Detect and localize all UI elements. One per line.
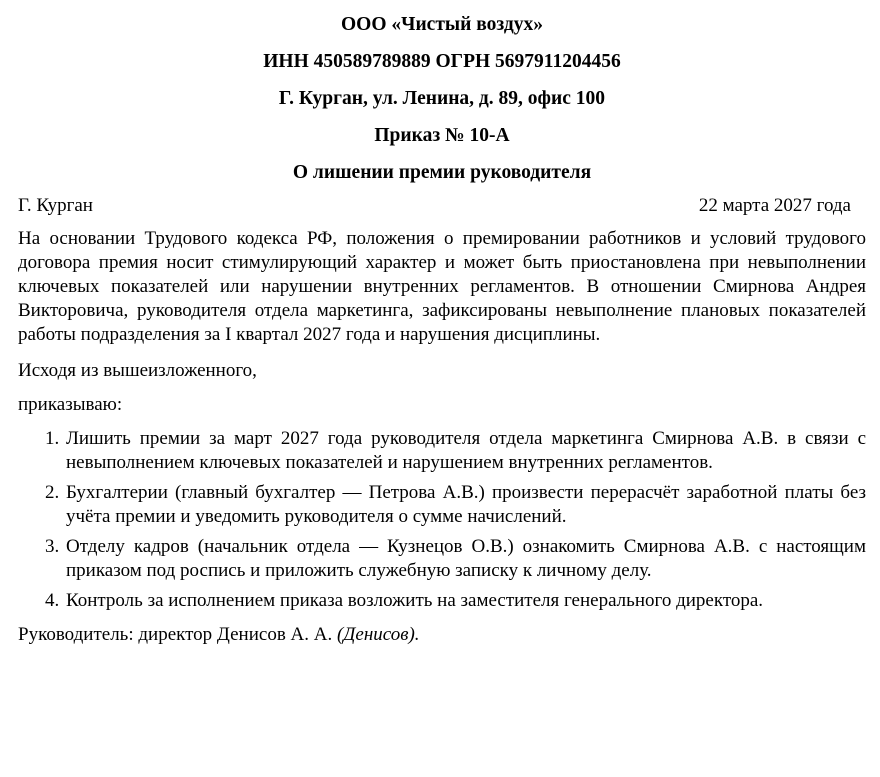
order-items-list	[18, 427, 866, 613]
order-item: 1. Лишить премии за март 2027 года руководителя отдела маркетинга Смирнова А.В. в связи с невыполнением ключевых показателей и нарушением внутренних регламентов.	[64, 427, 866, 475]
company-name: ООО «Чистый воздух»	[341, 14, 543, 35]
order-word: приказываю:	[18, 394, 123, 415]
order-item: 3. Отделу кадров (начальник отдела — Кузнецов О.В.) ознакомить Смирнова А.В. с настоящим приказом под роспись и приложить служебную записку к личному делу.	[64, 535, 866, 583]
order-number: Приказ № 10-А	[374, 125, 510, 146]
order-item: 2. Бухгалтерии (главный бухгалтер — Петрова А.В.) произвести перерасчёт заработной платы без учёта премии и уведомить руководителя о сумме начислений.	[64, 481, 866, 529]
preamble-paragraph: На основании Трудового кодекса РФ, положения о премировании работников и условий трудового договора премия носит стимулирующий характер и может быть приостановлена при невыполнении ключевых показателей или нарушении внутренних регламентов. В отношении Смирнова Андрея Викторовича, руководителя отдела маркетинга, зафиксированы невыполнение плановых показателей работы подразделения за I квартал 2027 года и нарушения дисциплины.	[18, 228, 866, 345]
place-date-line	[18, 195, 866, 217]
signatory: Руководитель: директор Денисов А. А.	[18, 624, 333, 645]
basis-text: Исходя из вышеизложенного,	[18, 360, 257, 381]
registration-numbers: ИНН 450589789889 ОГРН 5697911204456	[263, 51, 621, 72]
document	[18, 6, 866, 647]
handwritten-signature: (Денисов).	[336, 624, 420, 645]
order-item: 4. Контроль за исполнением приказа возложить на заместителя генерального директора.	[64, 589, 866, 613]
company-address: Г. Курган, ул. Ленина, д. 89, офис 100	[278, 88, 606, 109]
signature-line	[18, 623, 866, 647]
order-date: 22 марта 2027 года	[698, 195, 851, 216]
order-subject: О лишении премии руководителя	[292, 162, 592, 183]
order-city: Г. Курган	[18, 195, 93, 216]
